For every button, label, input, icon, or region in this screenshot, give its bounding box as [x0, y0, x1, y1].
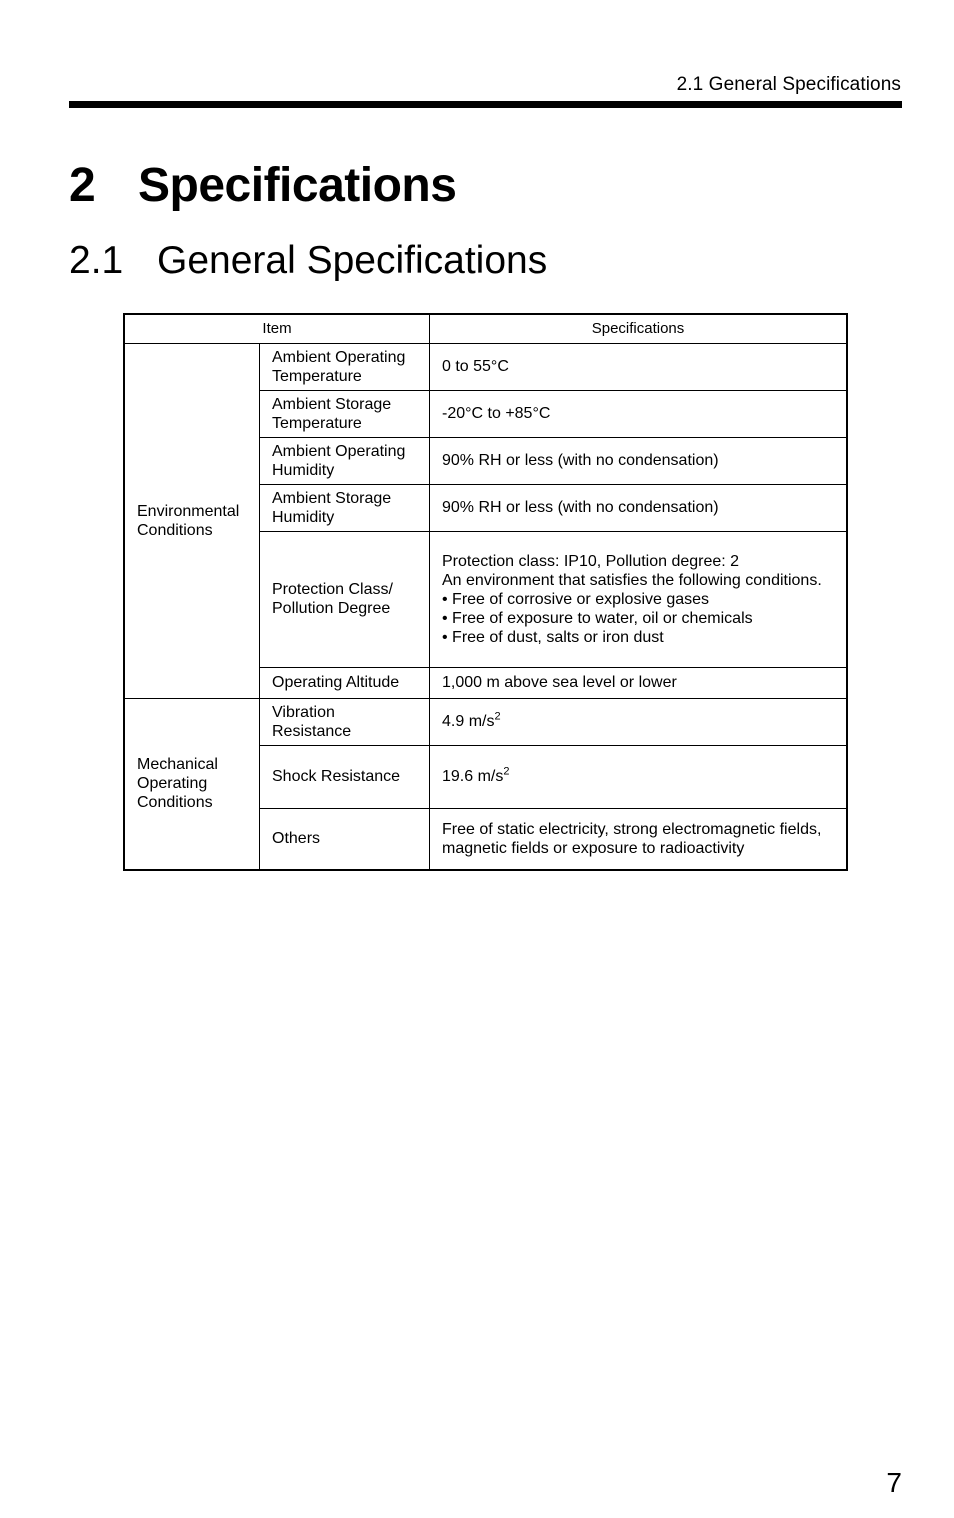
spec-value	[430, 745, 848, 808]
spec-value: 90% RH or less (with no condensation)	[430, 484, 848, 531]
header-item: Item	[124, 314, 430, 343]
spec-number: 4.9 m/s	[442, 713, 495, 730]
item-label: Protection Class/ Pollution Degree	[260, 531, 430, 667]
section-number: 2.1	[69, 239, 124, 282]
running-header: 2.1 General Specifications	[676, 74, 901, 95]
item-label: Operating Altitude	[260, 667, 430, 698]
spec-value: 1,000 m above sea level or lower	[430, 667, 848, 698]
spec-value: 90% RH or less (with no condensation)	[430, 437, 848, 484]
spec-value	[430, 698, 848, 745]
section-title: General Specifications	[157, 239, 548, 282]
header-rule	[69, 101, 902, 108]
spec-value: -20°C to +85°C	[430, 390, 848, 437]
spec-line: • Free of dust, salts or iron dust	[442, 628, 664, 646]
spec-line: An environment that satisfies the following conditions.	[442, 571, 822, 589]
specifications-table	[123, 313, 848, 871]
spec-value: 0 to 55°C	[430, 343, 848, 390]
item-label: Ambient Operating Temperature	[260, 343, 430, 390]
spec-superscript: 2	[494, 710, 501, 723]
chapter-title: Specifications	[138, 159, 457, 212]
item-label: Ambient Storage Humidity	[260, 484, 430, 531]
page-number: 7	[886, 1467, 902, 1498]
item-label: Shock Resistance	[260, 745, 430, 808]
item-label: Others	[260, 808, 430, 870]
spec-number: 19.6 m/s	[442, 768, 504, 785]
spec-value: Free of static electricity, strong electromagnetic fields, magnetic fields or exposure to radioactivity	[430, 808, 848, 870]
header-specifications: Specifications	[430, 314, 848, 343]
item-label: Ambient Storage Temperature	[260, 390, 430, 437]
chapter-number: 2	[69, 159, 96, 212]
item-label: Vibration Resistance	[260, 698, 430, 745]
spec-value-multiline	[430, 531, 848, 667]
table-header-row	[124, 314, 847, 343]
spec-superscript: 2	[503, 765, 510, 778]
chapter-heading	[69, 158, 456, 213]
group-label-environmental: Environmental Conditions	[124, 343, 260, 698]
table-row	[124, 343, 847, 390]
table-row	[124, 698, 847, 745]
group-label-mechanical: Mechanical Operating Conditions	[124, 698, 260, 870]
spec-line: • Free of corrosive or explosive gases	[442, 590, 710, 608]
section-heading	[69, 239, 547, 283]
spec-line: Protection class: IP10, Pollution degree: 2	[442, 552, 740, 570]
item-label: Ambient Operating Humidity	[260, 437, 430, 484]
spec-line: • Free of exposure to water, oil or chemicals	[442, 609, 753, 627]
